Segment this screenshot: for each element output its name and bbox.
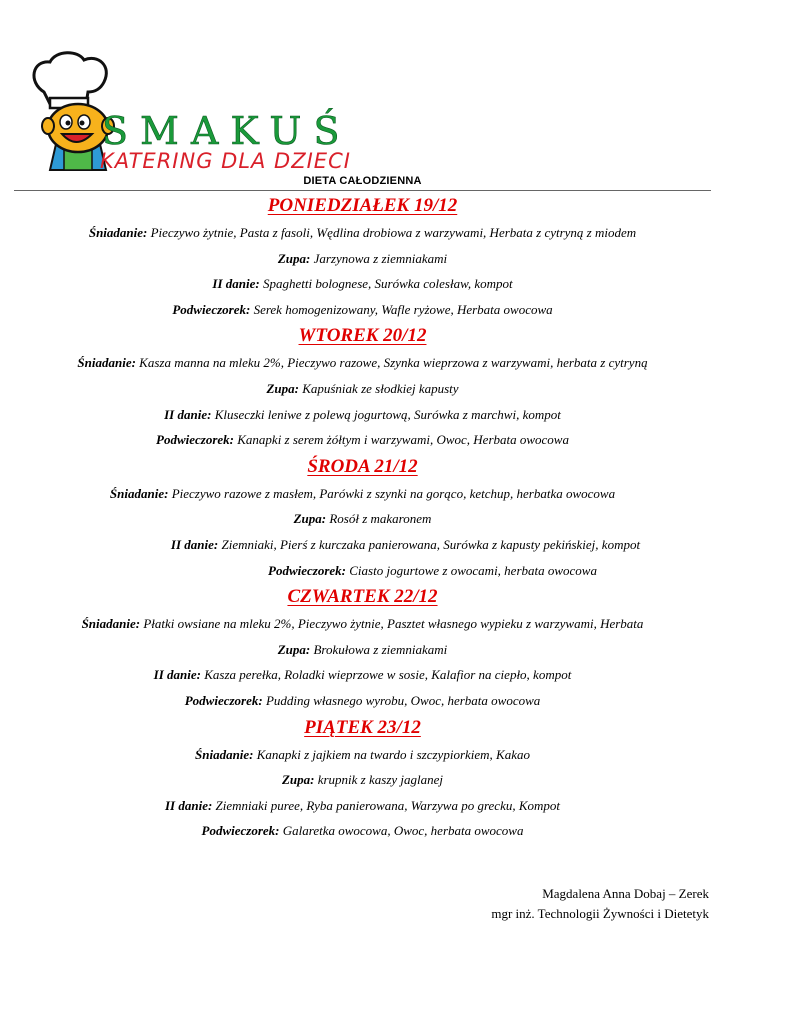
day-title: WTOREK 20/12 [298, 325, 427, 347]
signature [491, 884, 709, 924]
meal-text: Pudding własnego wyrobu, Owoc, herbata owocowa [262, 692, 541, 708]
meal-label: Zupa: [266, 380, 299, 396]
meal-row [0, 376, 725, 402]
meal-text: krupnik z kaszy jaglanej [314, 772, 444, 788]
meal-text: Ziemniaki, Pierś z kurczaka panierowana, Surówka z kapusty pekińskiej, kompot [218, 536, 641, 552]
meal-text: Ziemniaki puree, Ryba panierowana, Warzywa po grecku, Kompot [212, 797, 561, 813]
signature-title: mgr inż. Technologii Żywności i Dietetyk [491, 906, 709, 921]
meal-label: Zupa: [277, 250, 311, 266]
meal-label: Śniadanie: [195, 746, 254, 762]
meal-label: Podwieczorek: [172, 301, 251, 317]
meal-row [0, 427, 725, 453]
weekly-menu [0, 192, 725, 844]
meal-label: Zupa: [293, 511, 327, 527]
day-title: ŚRODA 21/12 [307, 455, 418, 477]
signature-name: Magdalena Anna Dobaj – Zerek [542, 886, 709, 901]
meal-row [43, 532, 768, 558]
meal-label: II danie: [153, 667, 201, 683]
meal-row [0, 402, 725, 428]
meal-row [0, 271, 725, 297]
meal-text: Kanapki z serem żółtym i warzywami, Owoc, Herbata owocowa [234, 432, 569, 448]
day-section [0, 714, 725, 844]
meal-label: Zupa: [281, 772, 315, 788]
meal-row [0, 793, 725, 819]
meal-row [0, 506, 725, 532]
meal-label: Śniadanie: [81, 616, 141, 632]
meal-text: Jarzynowa z ziemniakami [310, 250, 448, 266]
meal-label: II danie: [170, 536, 219, 552]
meal-text: Kluseczki leniwe z polewą jogurtową, Surówka z marchwi, kompot [211, 406, 561, 422]
meal-text: Pieczywo żytnie, Pasta z fasoli, Wędlina drobiowa z warzywami, Herbata z cytryną z miodem [147, 225, 637, 240]
day-title: PIĄTEK 23/12 [304, 716, 421, 738]
logo-tagline: KATERING DLA DZIECI [100, 149, 351, 173]
header-divider [14, 190, 711, 191]
meal-label: Podwieczorek: [268, 562, 346, 578]
day-section [0, 583, 725, 713]
meal-label: Podwieczorek: [156, 432, 234, 448]
chef-mascot-icon [26, 52, 352, 177]
meal-text: Pieczywo razowe z masłem, Parówki z szynki na gorąco, ketchup, herbatka owocowa [168, 485, 616, 501]
meal-text: Spaghetti bolognese, Surówka colesław, kompot [259, 276, 513, 292]
meal-text: Serek homogenizowany, Wafle ryżowe, Herbata owocowa [250, 301, 553, 317]
meal-label: Podwieczorek: [184, 692, 263, 708]
meal-row [0, 611, 725, 637]
meal-label: Śniadanie: [77, 355, 136, 371]
meal-row [0, 297, 725, 323]
meal-row [0, 637, 725, 663]
meal-label: Śniadanie: [88, 225, 148, 240]
meal-label: Zupa: [277, 641, 311, 657]
day-section [0, 322, 725, 452]
meal-label: II danie: [164, 797, 213, 813]
meal-row [0, 818, 725, 844]
meal-row [0, 220, 725, 246]
meal-row [0, 662, 725, 688]
meal-row [0, 742, 725, 768]
meal-label: II danie: [212, 276, 260, 292]
meal-text: Rosół z makaronem [326, 511, 432, 527]
meal-text: Brokułowa z ziemniakami [310, 641, 448, 657]
day-section [0, 192, 725, 322]
meal-label: II danie: [164, 406, 212, 422]
meal-text: Kasza manna na mleku 2%, Pieczywo razowe, Szynka wieprzowa z warzywami, herbata z cytryną [135, 355, 648, 371]
meal-row [0, 688, 725, 714]
meal-text: Ciasto jogurtowe z owocami, herbata owocowa [346, 562, 597, 578]
meal-label: Śniadanie: [109, 485, 169, 501]
meal-row [70, 558, 795, 584]
meal-text: Kasza perełka, Roladki wieprzowe w sosie, Kalafior na ciepło, kompot [200, 667, 572, 683]
meal-text: Kapuśniak ze słodkiej kapusty [298, 380, 459, 396]
meal-row [0, 767, 725, 793]
diet-label: DIETA CAŁODZIENNA [303, 175, 422, 187]
meal-text: Płatki owsiane na mleku 2%, Pieczywo żytnie, Pasztet własnego wypieku z warzywami, Herbata [140, 616, 644, 632]
meal-text: Kanapki z jajkiem na twardo i szczypiorkiem, Kakao [253, 746, 530, 762]
day-section [0, 453, 725, 583]
day-title: CZWARTEK 22/12 [287, 586, 438, 608]
logo-brand: SMAKUŚ [102, 109, 352, 153]
company-logo [26, 52, 352, 177]
meal-row [0, 246, 725, 272]
meal-row [0, 350, 725, 376]
meal-row [0, 481, 725, 507]
day-title: PONIEDZIAŁEK 19/12 [267, 195, 458, 216]
meal-text: Galaretka owocowa, Owoc, herbata owocowa [279, 823, 524, 839]
meal-label: Podwieczorek: [201, 823, 280, 839]
